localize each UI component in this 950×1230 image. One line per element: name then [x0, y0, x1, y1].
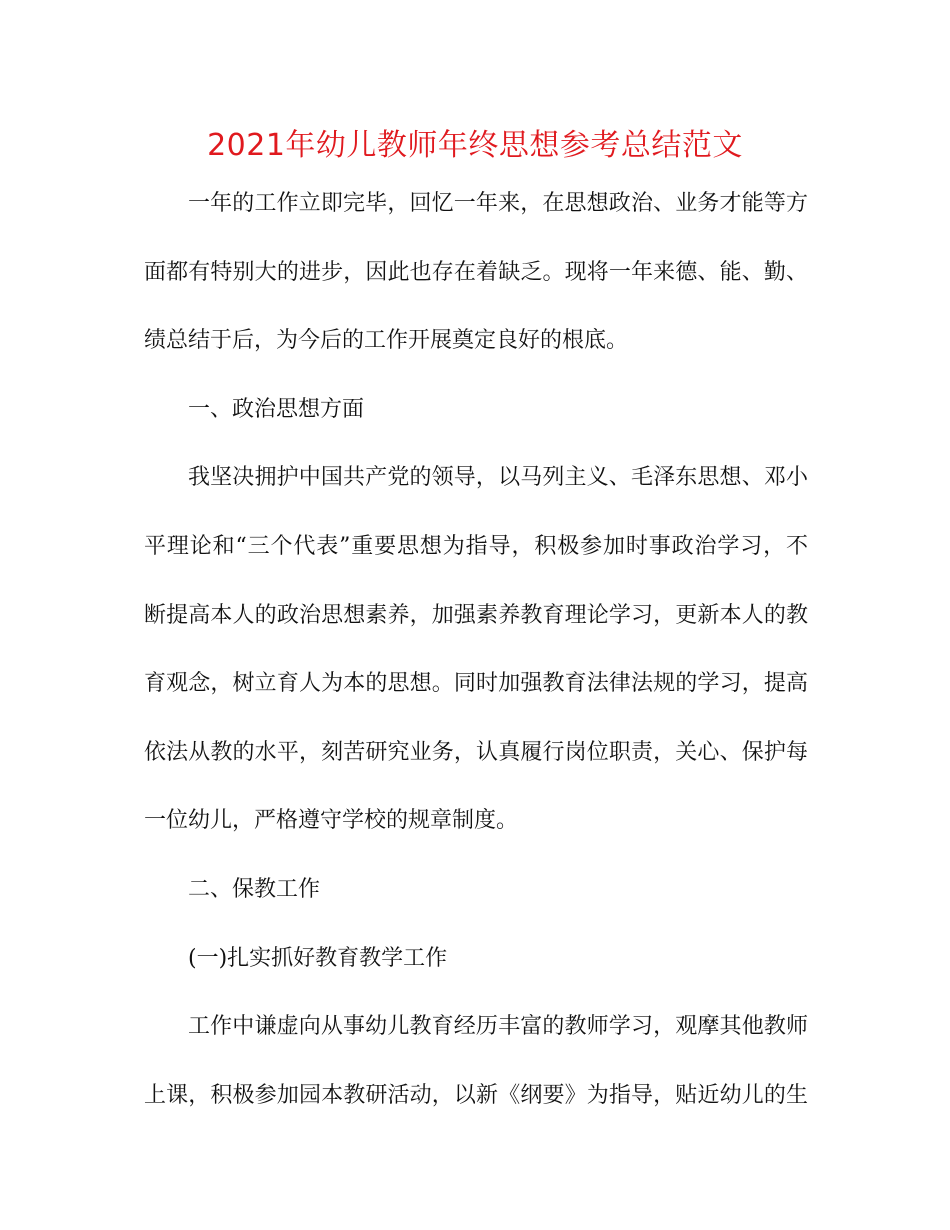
section-heading: 一、政治思想方面 [188, 396, 365, 422]
paragraph-line: 工作中谦虚向从事幼儿教育经历丰富的教师学习，观摩其他教师 [188, 1014, 808, 1040]
paragraph-line: 一年的工作立即完毕，回忆一年来，在思想政治、业务才能等方 [188, 191, 808, 216]
paragraph-line: 绩总结于后，为今后的工作开展奠定良好的根底。 [144, 328, 629, 354]
subsection-heading: (一)扎实抓好教育教学工作 [188, 945, 448, 971]
paragraph-line: 我坚决拥护中国共产党的领导，以马列主义、毛泽东思想、邓小 [188, 465, 808, 491]
paragraph-line: 育观念，树立育人为本的思想。同时加强教育法律法规的学习，提高 [144, 671, 808, 697]
paragraph-line: 一位幼儿，严格遵守学校的规章制度。 [144, 808, 519, 834]
paragraph-line: 上课，积极参加园本教研活动，以新《纲要》为指导，贴近幼儿的生 [144, 1082, 808, 1108]
paragraph-line: 面都有特别大的进步，因此也存在着缺乏。现将一年来德、能、勤、 [144, 259, 808, 285]
section-heading: 二、保教工作 [188, 876, 321, 902]
paragraph-line: 平理论和“三个代表”重要思想为指导，积极参加时事政治学习，不 [144, 533, 808, 559]
document-title: 2021年幼儿教师年终思想参考总结范文 [207, 128, 743, 163]
paragraph-line: 依法从教的水平，刻苦研究业务，认真履行岗位职责，关心、保护每 [144, 739, 808, 765]
document-body [144, 170, 808, 1130]
paragraph-line: 断提高本人的政治思想素养，加强素养教育理论学习，更新本人的教 [144, 602, 808, 628]
